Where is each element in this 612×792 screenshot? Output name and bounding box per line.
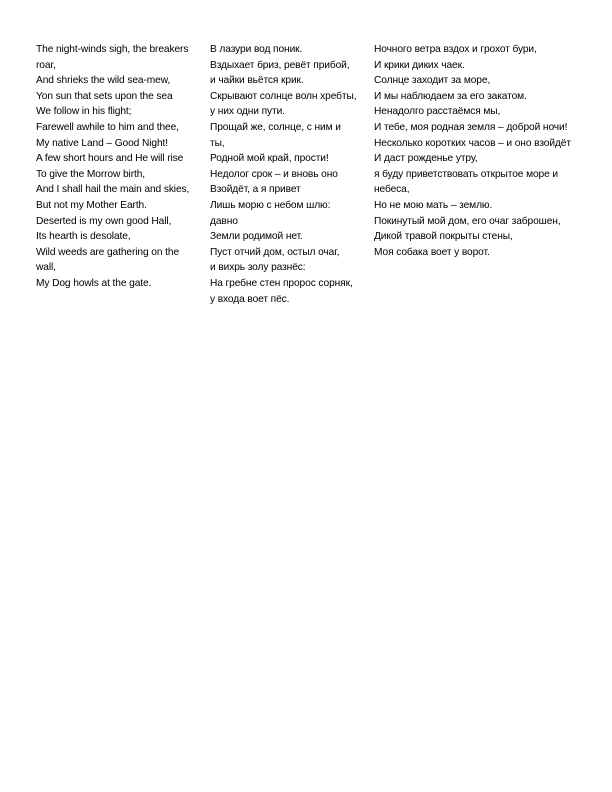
poem-line: Farewell awhile to him and thee,	[36, 121, 179, 133]
poem-line: Wild weeds are gathering on the wall,	[36, 246, 182, 274]
poem-line: And shrieks the wild sea-mew,	[36, 75, 171, 87]
poem-line: We follow in his flight;	[36, 106, 132, 118]
poem-line: My native Land – Good Night!	[36, 137, 168, 149]
poem-line: И крики диких чаек.	[374, 59, 465, 71]
poem-line: Взойдёт, а я привет	[210, 184, 301, 196]
poem-line: я буду приветствовать открытое море и небеса,	[374, 168, 561, 196]
poem-line: Прощай же, солнце, с ним и ты,	[210, 121, 344, 149]
poem-line: Моя собака воет у ворот.	[374, 246, 490, 258]
poem-line: Солнце заходит за море,	[374, 75, 491, 87]
poem-line: Вздыхает бриз, ревёт прибой,	[210, 59, 350, 71]
poem-line: Несколько коротких часов – и оно взойдёт	[374, 137, 571, 149]
poem-line: и чайки вьётся крик.	[210, 75, 304, 87]
poem-line: But not my Mother Earth.	[36, 199, 147, 211]
poem-line: у входа воет пёс.	[210, 293, 290, 305]
poem-line: Yon sun that sets upon the sea	[36, 90, 173, 102]
poem-line: A few short hours and He will rise	[36, 153, 184, 165]
poem-line: Its hearth is desolate,	[36, 231, 131, 243]
poem-line: The night-winds sigh, the breakers roar,	[36, 44, 192, 71]
poem-line: Ненадолго расстаёмся мы,	[374, 106, 501, 118]
poem-line: Земли родимой нет.	[210, 231, 303, 243]
poem-line: Покинутый мой дом, его очаг заброшен,	[374, 215, 561, 227]
poem-line: Родной мой край, прости!	[210, 153, 329, 165]
english-stanza	[36, 42, 201, 292]
poem-line: И тебе, моя родная земля – доброй ночи!	[374, 121, 568, 133]
poem-line: Но не мою мать – землю.	[374, 199, 493, 211]
poem-line: Дикой травой покрыты стены,	[374, 231, 513, 243]
poem-line: Ночного ветра вздох и грохот бури,	[374, 44, 537, 55]
poem-line: My Dog howls at the gate.	[36, 277, 152, 289]
poem-line: To give the Morrow birth,	[36, 168, 146, 180]
poem-line: И мы наблюдаем за его закатом.	[374, 90, 527, 102]
poem-line: And I shall hail the main and skies,	[36, 184, 190, 196]
poem-line: у них одни пути.	[210, 106, 285, 118]
poem-line: И даст рожденье утру,	[374, 153, 478, 165]
poem-line: Скрывают солнце волн хребты,	[210, 90, 357, 102]
poem-line: На гребне стен пророс сорняк,	[210, 277, 353, 289]
poem-line: В лазури вод поник.	[210, 44, 303, 55]
poem-line: Недолог срок – и вновь оно	[210, 168, 338, 180]
poem-line: и вихрь золу разнёс:	[210, 262, 306, 274]
russian-verse-translation	[210, 42, 358, 307]
poem-line: Лишь морю с небом шлю: давно	[210, 199, 334, 227]
russian-literal-translation	[374, 42, 574, 260]
poem-line: Пуст отчий дом, остыл очаг,	[210, 246, 340, 258]
poem-line: Deserted is my own good Hall,	[36, 215, 172, 227]
